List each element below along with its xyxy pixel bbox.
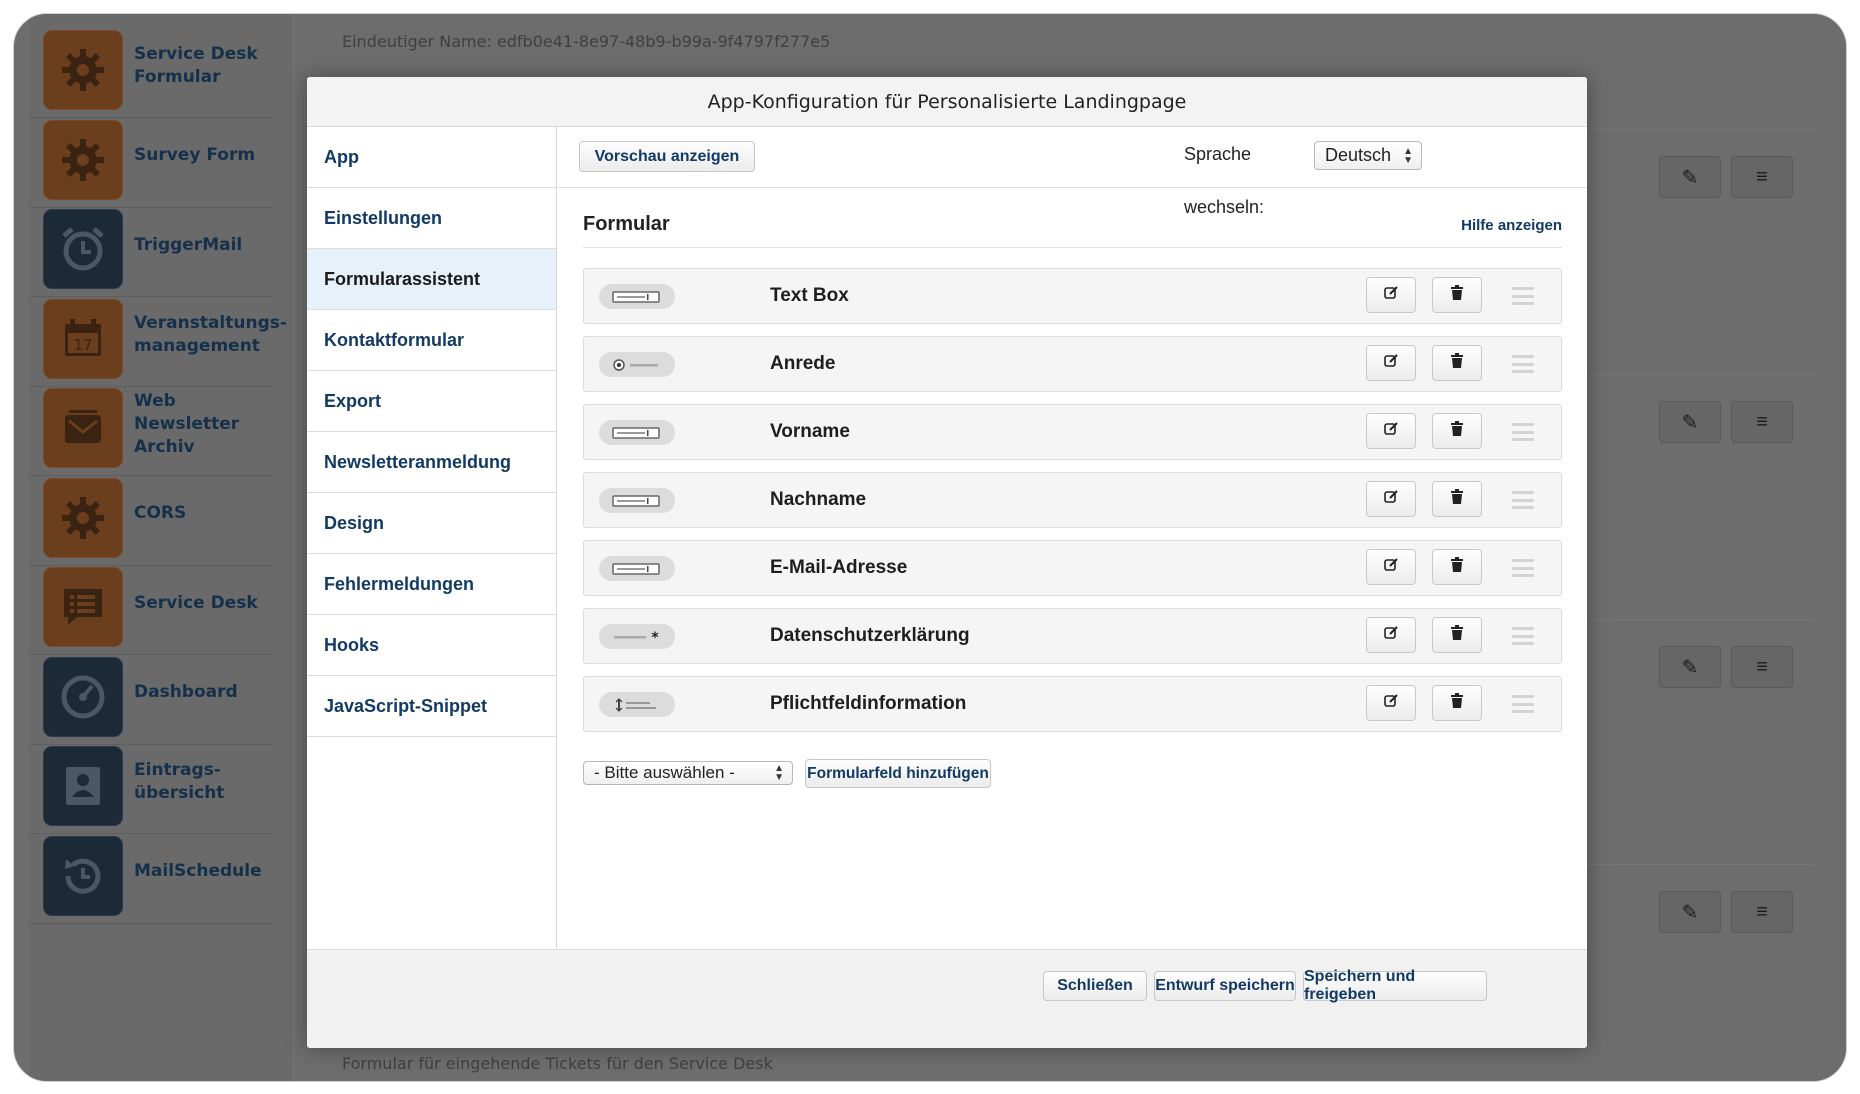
- clock-refresh-icon: [43, 836, 123, 916]
- form-wizard-panel: [558, 127, 1587, 949]
- delete-field-button[interactable]: [1432, 549, 1482, 585]
- nav-item-einstellungen[interactable]: Einstellungen: [307, 188, 556, 249]
- background-menu-button[interactable]: [1731, 156, 1793, 198]
- unique-name-text: Eindeutiger Name: edfb0e41-8e97-48b9-b99a-9f4797f277e5: [342, 32, 831, 51]
- edit-icon: [1383, 285, 1399, 306]
- nav-item-app[interactable]: App: [307, 127, 556, 188]
- background-app-item[interactable]: [29, 641, 275, 745]
- trash-icon: [1450, 285, 1464, 306]
- edit-field-button[interactable]: [1366, 277, 1416, 313]
- nav-item-newsletteranmeldung[interactable]: Newsletteranmeldung: [307, 432, 556, 493]
- modal-footer: [307, 949, 1587, 1048]
- modal-title: App-Konfiguration für Personalisierte Landingpage: [307, 77, 1587, 127]
- menu-icon: ≡: [1756, 655, 1768, 678]
- app-window: [13, 13, 1847, 1082]
- toolbar: [558, 127, 1587, 188]
- drag-handle-icon[interactable]: [1512, 355, 1534, 373]
- trash-icon: [1450, 625, 1464, 646]
- pencil-icon: ✎: [1681, 166, 1699, 189]
- form-field-name: Anrede: [770, 353, 836, 374]
- nav-item-design[interactable]: Design: [307, 493, 556, 554]
- background-app-label: Service Desk Formular: [134, 44, 258, 87]
- language-label: Sprache: [1184, 144, 1252, 164]
- app-config-modal: [307, 77, 1587, 1048]
- contact-card-icon: [43, 746, 123, 826]
- menu-icon: ≡: [1756, 900, 1768, 923]
- save-and-publish-button[interactable]: Speichern und freigeben: [1303, 971, 1487, 1001]
- background-menu-button[interactable]: [1731, 646, 1793, 688]
- add-form-field-button[interactable]: Formularfeld hinzufügen: [805, 759, 991, 788]
- drag-handle-icon[interactable]: [1512, 559, 1534, 577]
- form-field-row: [583, 676, 1562, 732]
- trash-icon: [1450, 489, 1464, 510]
- field-type-text-icon: [599, 284, 675, 309]
- form-field-name: Pflichtfeldinformation: [770, 693, 967, 714]
- select-arrows-icon: ▲ ▼: [774, 763, 784, 783]
- nav-item-javascript-snippet[interactable]: JavaScript-Snippet: [307, 676, 556, 737]
- mail-archive-icon: [43, 388, 123, 468]
- pencil-icon: ✎: [1681, 656, 1699, 679]
- ticket-form-description: Formular für eingehende Tickets für den Service Desk: [342, 1054, 773, 1073]
- nav-item-fehlermeldungen[interactable]: Fehlermeldungen: [307, 554, 556, 615]
- svg-text:*: *: [651, 629, 659, 644]
- background-app-label: Web Newsletter Archiv: [134, 390, 240, 457]
- nav-item-hooks[interactable]: Hooks: [307, 615, 556, 676]
- gear-icon: [43, 478, 123, 558]
- form-field-name: Datenschutzerklärung: [770, 625, 970, 646]
- pencil-icon: ✎: [1681, 411, 1699, 434]
- background-app-label: CORS: [134, 503, 187, 523]
- field-type-required-icon: [599, 624, 675, 649]
- background-menu-button[interactable]: [1731, 401, 1793, 443]
- edit-field-button[interactable]: [1366, 617, 1416, 653]
- drag-handle-icon[interactable]: [1512, 423, 1534, 441]
- background-app-item[interactable]: [29, 104, 275, 208]
- form-field-row: [583, 404, 1562, 460]
- form-field-name: Nachname: [770, 489, 867, 510]
- form-field-row: [583, 336, 1562, 392]
- menu-icon: ≡: [1756, 165, 1768, 188]
- form-field-name: E-Mail-Adresse: [770, 557, 908, 578]
- delete-field-button[interactable]: [1432, 413, 1482, 449]
- edit-icon: [1383, 353, 1399, 374]
- background-app-label: MailSchedule: [134, 861, 262, 881]
- background-app-label: Service Desk: [134, 592, 258, 613]
- gear-icon: [43, 30, 123, 110]
- trash-icon: [1450, 557, 1464, 578]
- form-field-name: Text Box: [770, 285, 849, 306]
- gauge-icon: [43, 657, 123, 737]
- background-app-item[interactable]: [29, 14, 275, 118]
- edit-icon: [1383, 421, 1399, 442]
- config-nav: [307, 127, 557, 949]
- edit-field-button[interactable]: [1366, 549, 1416, 585]
- pencil-icon: ✎: [1681, 901, 1699, 924]
- save-draft-button[interactable]: Entwurf speichern: [1154, 971, 1296, 1001]
- language-label-continued: wechseln:: [1184, 197, 1265, 217]
- trash-icon: [1450, 693, 1464, 714]
- close-button[interactable]: Schließen: [1043, 971, 1147, 1001]
- delete-field-button[interactable]: [1432, 617, 1482, 653]
- background-edit-button[interactable]: [1659, 646, 1721, 688]
- background-edit-button[interactable]: [1659, 156, 1721, 198]
- gear-icon: [43, 120, 123, 200]
- field-type-text-icon: [599, 556, 675, 581]
- edit-icon: [1383, 693, 1399, 714]
- background-app-item[interactable]: [29, 730, 275, 834]
- edit-icon: [1383, 625, 1399, 646]
- background-app-item[interactable]: [29, 462, 275, 566]
- edit-icon: [1383, 557, 1399, 578]
- form-field-name: Vorname: [770, 421, 850, 442]
- calendar-icon: [43, 299, 123, 379]
- background-edit-button[interactable]: [1659, 891, 1721, 933]
- language-select-value: Deutsch: [1325, 145, 1392, 165]
- svg-text:17: 17: [73, 335, 93, 354]
- background-app-item[interactable]: [29, 551, 275, 655]
- trash-icon: [1450, 353, 1464, 374]
- delete-field-button[interactable]: [1432, 481, 1482, 517]
- nav-item-export[interactable]: Export: [307, 371, 556, 432]
- drag-handle-icon[interactable]: [1512, 287, 1534, 305]
- field-type-text-icon: [599, 488, 675, 513]
- menu-icon: ≡: [1756, 410, 1768, 433]
- chat-list-icon: [43, 567, 123, 647]
- nav-item-kontaktformular[interactable]: Kontaktformular: [307, 310, 556, 371]
- form-field-row: [583, 608, 1562, 664]
- drag-handle-icon[interactable]: [1512, 627, 1534, 645]
- field-type-select[interactable]: [583, 761, 793, 785]
- delete-field-button[interactable]: [1432, 685, 1482, 721]
- trash-icon: [1450, 421, 1464, 442]
- background-app-label: Veranstaltungs-management: [134, 312, 287, 356]
- drag-handle-icon[interactable]: [1512, 491, 1534, 509]
- form-field-row: [583, 268, 1562, 324]
- drag-handle-icon[interactable]: [1512, 695, 1534, 713]
- field-type-info-icon: [599, 692, 675, 717]
- background-menu-button[interactable]: [1731, 891, 1793, 933]
- alarm-clock-icon: [43, 209, 123, 289]
- delete-field-button[interactable]: [1432, 345, 1482, 381]
- help-link[interactable]: Hilfe anzeigen: [1461, 217, 1562, 234]
- select-arrows-icon: ▲ ▼: [1403, 145, 1413, 166]
- edit-field-button[interactable]: [1366, 345, 1416, 381]
- preview-button[interactable]: Vorschau anzeigen: [579, 141, 755, 172]
- section-title: Formular: [583, 213, 670, 235]
- background-app-label: Eintrags-übersicht: [134, 760, 225, 803]
- edit-field-button[interactable]: [1366, 685, 1416, 721]
- nav-item-formularassistent[interactable]: Formularassistent: [307, 249, 556, 310]
- language-select[interactable]: [1314, 141, 1422, 170]
- delete-field-button[interactable]: [1432, 277, 1482, 313]
- background-app-item[interactable]: [29, 820, 275, 924]
- form-field-row: [583, 472, 1562, 528]
- background-app-item[interactable]: [29, 372, 275, 476]
- form-field-row: [583, 540, 1562, 596]
- background-app-label: Survey Form: [134, 145, 256, 165]
- background-app-label: Dashboard: [134, 682, 238, 702]
- edit-field-button[interactable]: [1366, 413, 1416, 449]
- background-app-label: TriggerMail: [134, 234, 243, 255]
- divider: [583, 247, 1562, 248]
- field-type-text-icon: [599, 420, 675, 445]
- field-type-radio-icon: [599, 352, 675, 377]
- edit-field-button[interactable]: [1366, 481, 1416, 517]
- background-app-item[interactable]: [29, 193, 275, 297]
- edit-icon: [1383, 489, 1399, 510]
- background-app-item[interactable]: [29, 283, 287, 387]
- background-edit-button[interactable]: [1659, 401, 1721, 443]
- field-type-select-value: - Bitte auswählen -: [594, 763, 735, 782]
